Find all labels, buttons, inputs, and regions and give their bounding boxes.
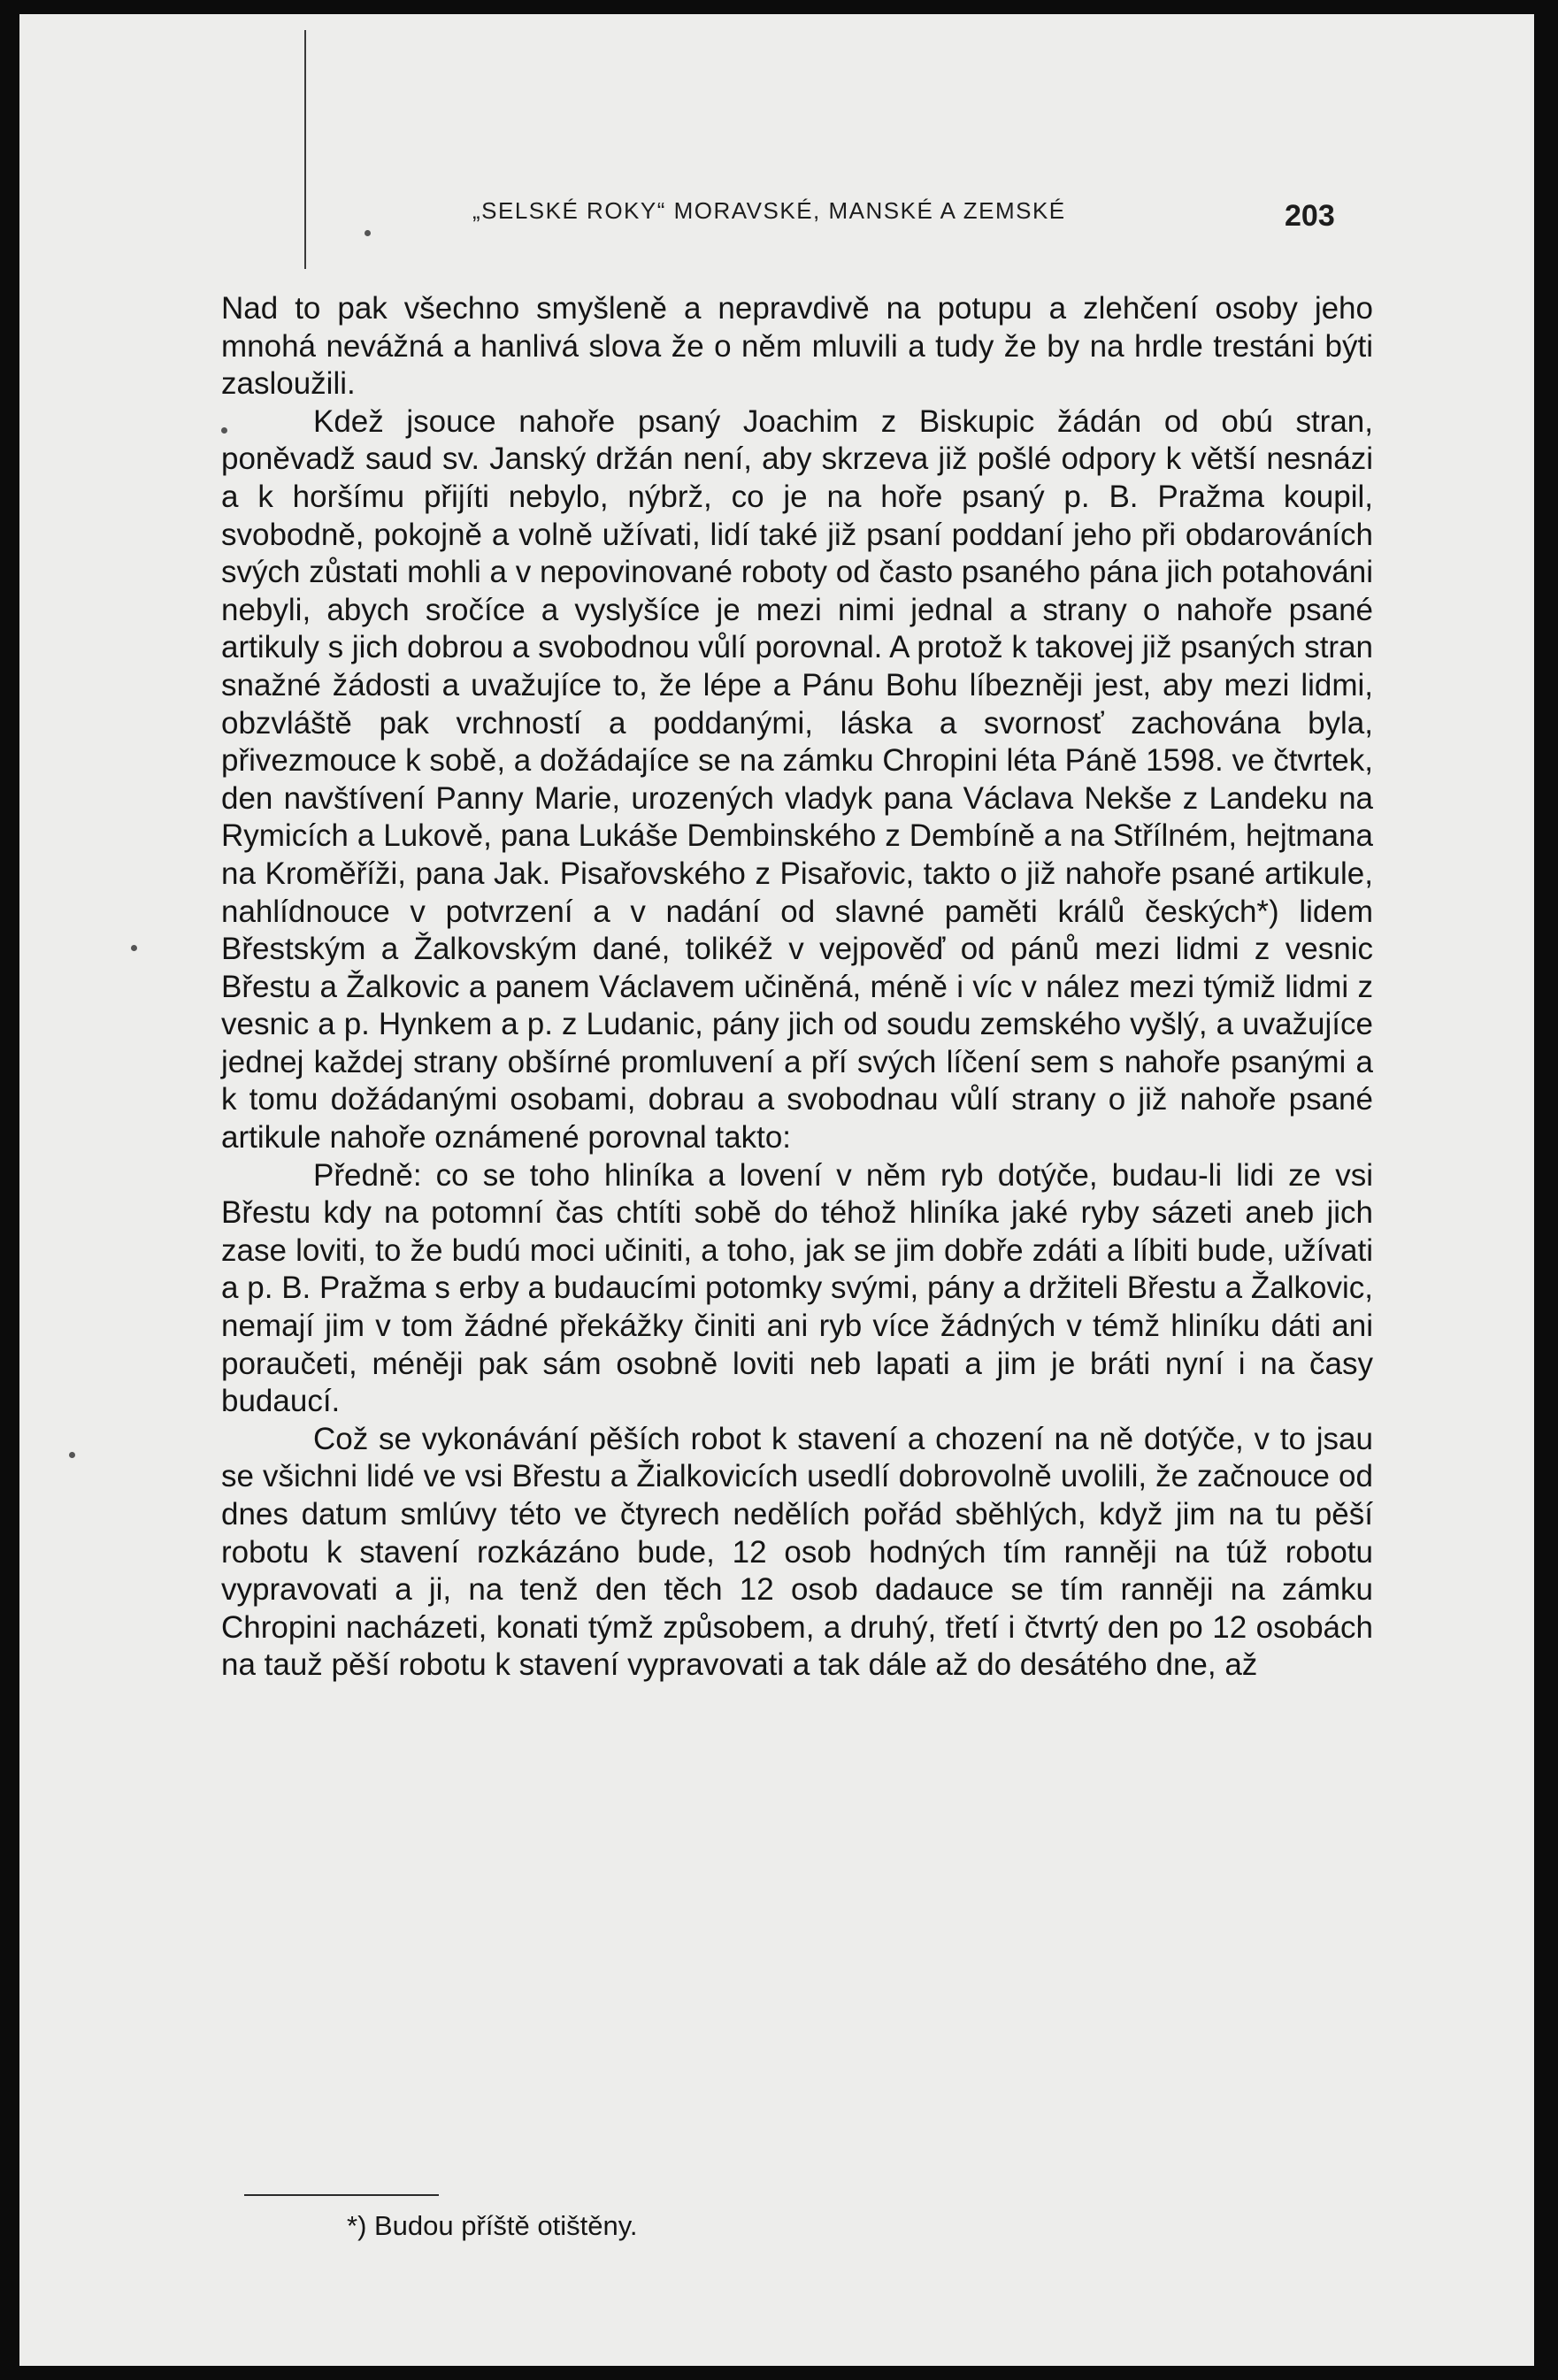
speck-dot [131, 945, 137, 951]
running-title: „SELSKÉ ROKY“ MORAVSKÉ, MANSKÉ A ZEMSKÉ [472, 197, 1066, 224]
speck-dot [69, 1452, 75, 1458]
paragraph: Nad to pak všechno smyšleně a nepravdivě na potupu a zlehčení osoby jeho mnohá nevážná a hanlivá slova že o něm mluvili a tudy že by na hrdle trestáni býti zasloužili. [221, 291, 1373, 402]
margin-line [304, 30, 306, 269]
footnote: *) Budou příště otištěny. [347, 2210, 638, 2241]
page-number: 203 [1285, 199, 1335, 233]
body-text [221, 290, 1373, 1685]
speck-dot [365, 230, 371, 236]
footnote-divider [244, 2194, 439, 2196]
paragraph: Což se vykonávání pěších robot k stavení a chození na ně dotýče, v to jsau se všichni lidé ve vsi Břestu a Žialkovicích usedlí dobrovolně uvolili, že začnouce od dnes datum smlúvy této ve čtyrech nedělích pořád sběhlých, když jim na tu pěší robotu k stavení rozkázáno bude, 12 osob hodných tím ranněji na túž robotu vypravovati a ji, na tenž den těch 12 osob dadauce se tím ranněji na zámku Chropini nacházeti, konati týmž způsobem, a druhý, třetí i čtvrtý den po 12 osobách na tauž pěší robotu k stavení vypravovati a tak dále až do desátého dne, až [221, 1421, 1373, 1683]
paragraph: Kdež jsouce nahoře psaný Joachim z Biskupic žádán od obú stran, poněvadž saud sv. Janský držán není, aby skrzeva již pošlé odpory k větší nesnázi a k horšímu přijíti nebylo, nýbrž, co je na hoře psaný p. B. Pražma koupil, svobodně, pokojně a volně užívati, lidí také již psaní poddaní jeho při obdarováních svých zůstati mohli a v nepovinované roboty od často psaného pána jich potahováni nebyli, abych sročíce a vyslyšíce je mezi nimi jednal a strany o nahoře psané artikuly s jich dobrou a svobodnou vůlí porovnal. A protož k takovej již psaných stran snažné žádosti a uvažujíce to, že lépe a Pánu Bohu líbezněji jest, aby mezi lidmi, obzvláště pak vrchností a poddanými, láska a svornosť zachována byla, přivezmouce k sobě, a dožádajíce se na zámku Chropini léta Páně 1598. ve čtvrtek, den navštívení Panny Marie, urozených vladyk pana Václava Nekše z Landeku na Rymicích a Lukově, pana Lukáše Dembinského z Dembíně a na Střílném, hejtmana na Kroměříži, pana Jak. Pisařovského z Pisařovic, takto o již nahoře psané artikule, nahlídnouce v potvrzení a v nadání od slavné paměti králů českých*) lidem Břestským a Žalkovským dané, tolikéž v vejpověď od pánů mezi lidmi z vesnic Břestu a Žalkovic a panem Václavem učiněná, méně i víc v nález mezi týmiž lidmi z vesnic a p. Hynkem a p. z Ludanic, pány jich od soudu zemského vyšlý, a uvažujíce jednej každej strany obšírné promluvení a pří svých líčení sem s nahoře psanými a k tomu dožádanými osobami, dobrau a svobodnau vůlí strany o již nahoře psané artikule nahoře oznámené porovnal takto: [221, 403, 1373, 1155]
book-page [19, 14, 1534, 2366]
paragraph: Předně: co se toho hliníka a lovení v něm ryb dotýče, budau-li lidi ze vsi Břestu kdy na potomní čas chtíti sobě do téhož hliníka jaké ryby sázeti aneb jich zase loviti, to že budú moci učiniti, a toho, jak se jim dobře zdáti a líbiti bude, užívati a p. B. Pražma s erby a budaucími potomky svými, pány a držiteli Břestu a Žalkovic, nemají jim v tom žádné překážky činiti ani ryb více žádných v témž hliníku dáti ani poraučeti, méněji pak sám osobně loviti neb lapati a jim je bráti nyní i na časy budaucí. [221, 1157, 1373, 1419]
